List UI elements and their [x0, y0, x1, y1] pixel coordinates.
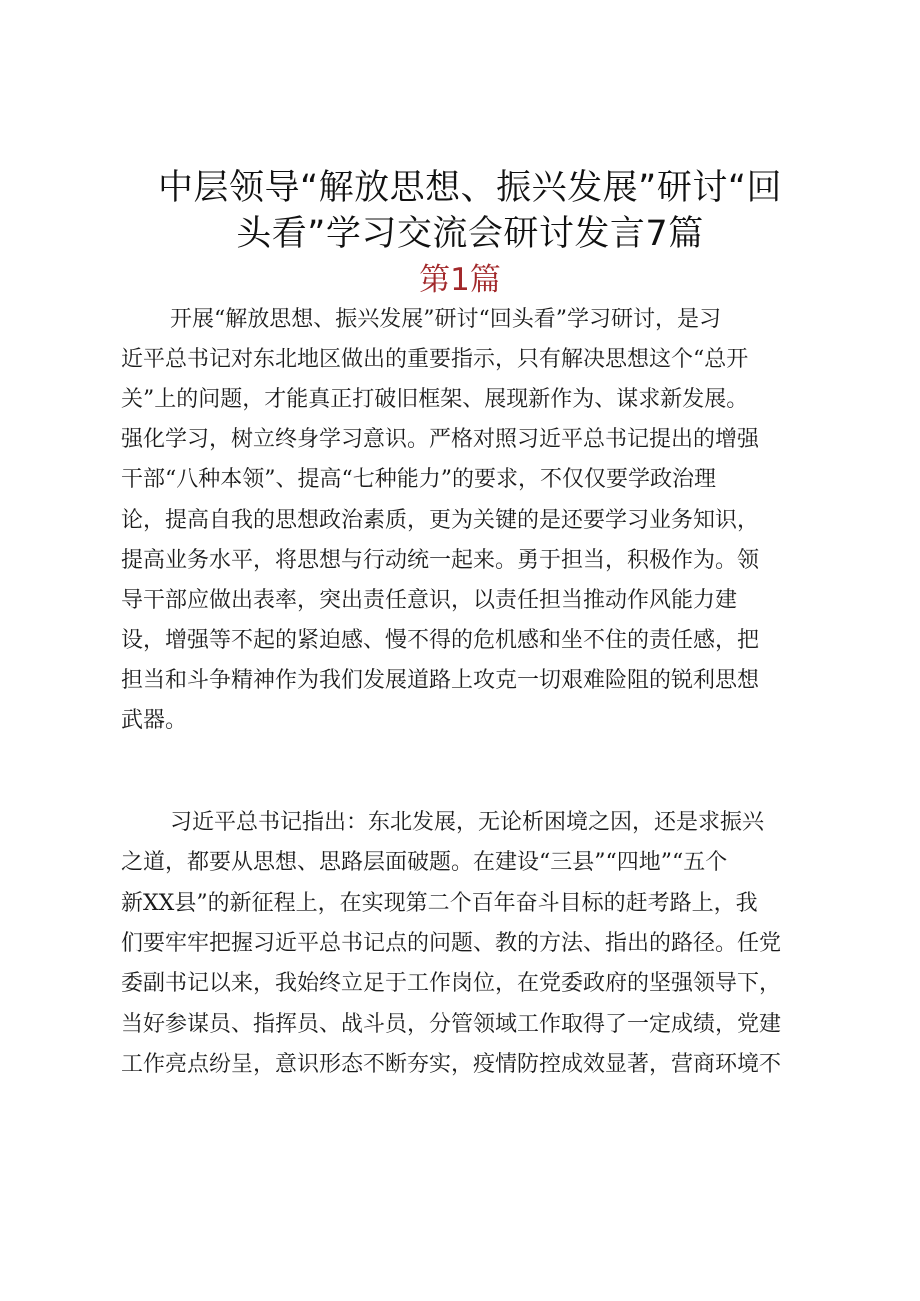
text-line: 工作亮点纷呈，意识形态不断夯实，疫情防控成效显著，营商环境不 — [121, 1052, 782, 1077]
text-line: 武器。 — [121, 708, 188, 733]
section-heading: 第1篇 — [419, 262, 501, 298]
text-line: 导干部应做出表率，突出责任意识，以责任担当推动作风能力建 — [121, 588, 738, 613]
text-line: 习近平总书记指出：东北发展，无论析困境之因，还是求振兴 — [170, 810, 765, 835]
text-line: 委副书记以来，我始终立足于工作岗位，在党委政府的坚强领导下， — [121, 971, 782, 996]
text-line: 论，提高自我的思想政治素质，更为关键的是还要学习业务知识， — [121, 508, 760, 533]
text-line: 担当和斗争精神作为我们发展道路上攻克一切艰难险阻的锐利思想 — [121, 668, 760, 693]
text-line: 提高业务水平，将思想与行动统一起来。勇于担当，积极作为。领 — [121, 548, 760, 573]
text-line: 强化学习，树立终身学习意识。严格对照习近平总书记提出的增强 — [121, 427, 760, 452]
text-line: 关”上的问题，才能真正打破旧框架、展现新作为、谋求新发展。 — [121, 387, 749, 412]
text-line: 近平总书记对东北地区做出的重要指示，只有解决思想这个“总开 — [121, 347, 749, 372]
text-line: 们要牢牢把握习近平总书记点的问题、教的方法、指出的路径。任党 — [121, 931, 782, 956]
text-line: 新XX县”的新征程上，在实现第二个百年奋斗目标的赶考路上，我 — [121, 891, 758, 916]
text-line: 当好参谋员、指挥员、战斗员，分管领域工作取得了一定成绩，党建 — [121, 1012, 782, 1037]
text-line: 之道，都要从思想、思路层面破题。在建设“三县”“四地”“五个 — [121, 850, 728, 875]
document-title-line-2: 头看”学习交流会研讨发言7篇 — [236, 214, 704, 254]
text-line: 开展“解放思想、振兴发展”研讨“回头看”学习研讨，是习 — [170, 307, 721, 332]
text-line: 设，增强等不起的紧迫感、慢不得的危机感和坐不住的责任感，把 — [121, 628, 760, 653]
text-line: 干部“八种本领”、提高“七种能力”的要求，不仅仅要学政治理 — [121, 467, 716, 492]
document-title-line-1: 中层领导“解放思想、振兴发展”研讨“回 — [158, 168, 782, 208]
